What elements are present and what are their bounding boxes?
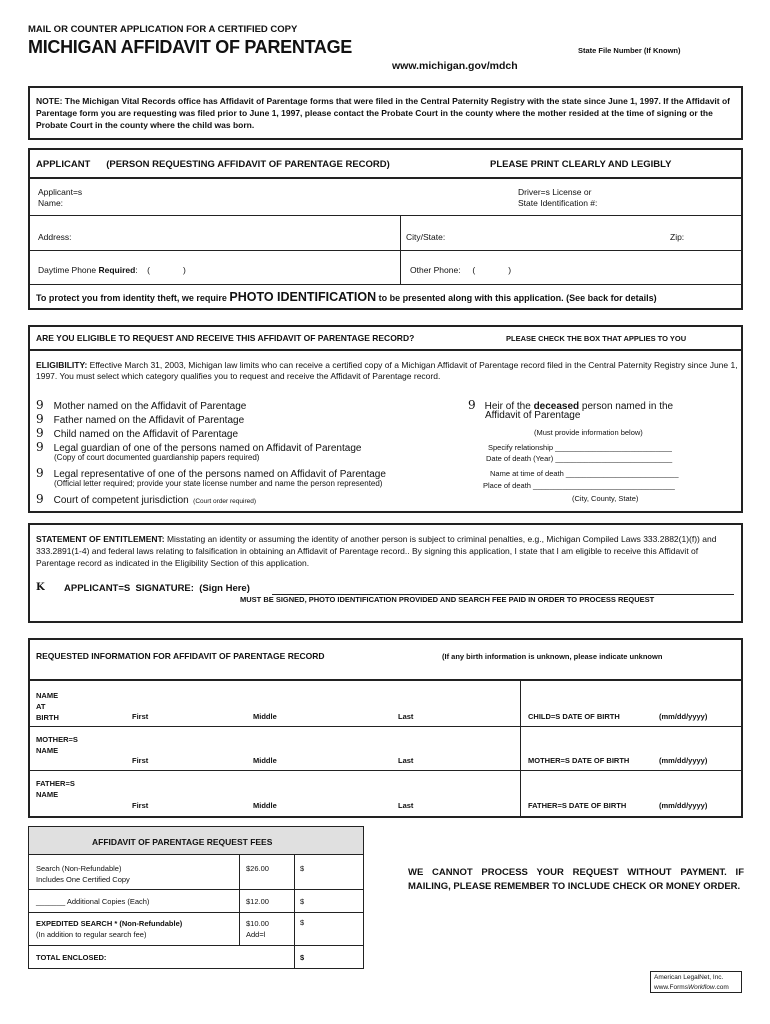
label-line: NAME [36, 691, 59, 700]
first-label: First [132, 712, 149, 721]
fee-line: (In addition to regular search fee) [36, 930, 147, 939]
eligibility-intro [36, 360, 738, 382]
dollar-sign: $ [300, 918, 305, 927]
search-amount-field[interactable] [310, 858, 358, 884]
child-dob-label: CHILD=S DATE OF BIRTH [528, 712, 620, 721]
signature-field[interactable] [272, 578, 734, 595]
address-field[interactable] [80, 222, 400, 244]
fees-row-divider [29, 889, 363, 890]
credit-url [654, 983, 738, 993]
child-name-field[interactable] [80, 684, 516, 710]
child-dob-field[interactable] [524, 684, 738, 710]
place-of-death-field[interactable]: Place of death __________________________________ [483, 481, 675, 490]
legal-rep-note: (Official letter required; provide your state license number and name the person represented) [54, 479, 383, 488]
requested-header-divider [30, 679, 741, 681]
first-label: First [132, 756, 149, 765]
address-label: Address: [38, 232, 72, 242]
daytime-phone-text: Daytime Phone [38, 265, 99, 275]
label-line: NAME [36, 790, 59, 799]
row-divider [30, 250, 741, 251]
check-box-instruction: PLEASE CHECK THE BOX THAT APPLIES TO YOU [506, 334, 687, 343]
expedited-amount-field[interactable] [310, 915, 358, 942]
license-number-field[interactable] [600, 186, 735, 208]
heir-pre: Heir of the [484, 401, 534, 412]
label-line: FATHER=S [36, 779, 75, 788]
price-line: Add=l [246, 930, 266, 939]
column-divider [400, 216, 401, 284]
option-label: Legal representative of one of the persons named on Affidavit of Parentage [53, 469, 386, 480]
fee-line: Includes One Certified Copy [36, 875, 130, 884]
dollar-sign: $ [300, 897, 305, 906]
applicant-name-label-1: Applicant=s [38, 187, 83, 197]
state-file-label: State File Number (If Known) [578, 46, 681, 55]
fees-title: AFFIDAVIT OF PARENTAGE REQUEST FEES [92, 837, 273, 847]
total-amount-field[interactable] [310, 948, 358, 966]
total-label: TOTAL ENCLOSED: [36, 953, 107, 962]
fees-col-divider [294, 854, 295, 968]
url-part: www.Forms [654, 984, 688, 991]
name-at-death-field[interactable]: Name at time of death ___________________________ [490, 469, 679, 478]
fee-line: EXPEDITED SEARCH * (Non-Refundable) [36, 919, 183, 928]
license-label-1: Driver=s License or [518, 187, 592, 197]
photo-id-emphasis: PHOTO IDENTIFICATION [229, 290, 377, 304]
label-line: NAME [36, 746, 59, 755]
credit-line: American LegalNet, Inc. [654, 974, 724, 981]
middle-label: Middle [253, 712, 277, 721]
last-label: Last [398, 756, 414, 765]
relationship-field[interactable]: Specify relationship ____________________________ [488, 443, 672, 452]
applicant-header-divider [30, 177, 741, 179]
search-fee-label [36, 863, 130, 885]
unknown-note: (If any birth information is unknown, please indicate unknown [442, 652, 663, 661]
license-label-2: State Identification #: [518, 198, 598, 208]
father-name-field[interactable] [80, 774, 516, 799]
row-divider [30, 284, 741, 285]
checkbox-icon[interactable]: 9 [36, 426, 44, 440]
checkbox-icon[interactable]: 9 [36, 440, 44, 454]
row-divider [30, 215, 741, 216]
eligibility-text: Effective March 31, 2003, Michigan law limits who can receive a certified copy of a Michigan Affidavit of Parentage record filed in the Central Paternity Registry since June 1, 1997. You must select which category qualifies you to request and receive the Affidavit of Parentage record. [36, 360, 738, 381]
mother-name-field[interactable] [80, 730, 516, 754]
price-line: $10.00 [246, 919, 269, 928]
option-label: Legal guardian of one of the persons named on Affidavit of Parentage [53, 443, 362, 454]
option-court[interactable] [36, 490, 256, 508]
fees-row-divider [29, 945, 363, 946]
mother-name-label [36, 734, 78, 756]
daytime-phone-field[interactable] [150, 256, 395, 278]
payment-notice: WE CANNOT PROCESS YOUR REQUEST WITHOUT PAYMENT. IF MAILING, PLEASE REMEMBER TO INCLUDE CHECK OR MONEY ORDER. [408, 867, 744, 892]
zip-label: Zip: [670, 232, 685, 242]
mother-dob-label: MOTHER=S DATE OF BIRTH [528, 756, 630, 765]
last-label: Last [398, 712, 414, 721]
form-subtitle: MAIL OR COUNTER APPLICATION FOR A CERTIFIED COPY [28, 24, 298, 35]
court-note: (Court order required) [193, 498, 257, 505]
heir-deceased: deceased [533, 401, 580, 412]
dob-column-divider [520, 681, 521, 816]
phone-parens: : ( ) [135, 265, 186, 275]
expedited-price [246, 918, 269, 940]
date-format: (mm/dd/yyyy) [659, 756, 708, 765]
eligibility-header: ARE YOU ELIGIBLE TO REQUEST AND RECEIVE THIS AFFIDAVIT OF PARENTAGE RECORD? [36, 333, 415, 343]
name-at-birth-label [36, 690, 59, 723]
heir-note: (Must provide information below) [534, 428, 643, 437]
note-text: NOTE: The Michigan Vital Records office has Affidavit of Parentage forms that were filed in the Central Paternity Registry with the state since June 1, 1997. If the Affidavit of Parentage form you are requesting was filed prior to June 1, 1997, please contact the Probate Court in the county where the mother resided at the time of signing or the Probate Court in the county where the child was born. [36, 96, 730, 130]
city-state-field[interactable] [450, 222, 665, 244]
url-part: Workflow [687, 984, 715, 991]
other-phone-label: Other Phone: ( ) [410, 265, 512, 275]
eligibility-label: ELIGIBILITY: [36, 360, 88, 370]
checkbox-icon[interactable]: 9 [468, 398, 476, 412]
date-format: (mm/dd/yyyy) [659, 712, 708, 721]
eligibility-header-divider [30, 349, 741, 351]
photo-id-notice [36, 290, 657, 304]
required-text: Required [98, 265, 136, 275]
copies-amount-field[interactable] [310, 892, 358, 910]
photo-id-post: to be presented along with this application. (See back for details) [376, 293, 657, 303]
applicant-name-label-2: Name: [38, 198, 64, 208]
form-title: MICHIGAN AFFIDAVIT OF PARENTAGE [28, 37, 353, 57]
url-part: .com [714, 984, 729, 991]
fees-row-divider [29, 912, 363, 913]
search-price: $26.00 [246, 864, 269, 873]
label-line: AT [36, 702, 46, 711]
option-label: Child named on the Affidavit of Parentage [53, 429, 239, 440]
city-state-label: City/State: [406, 232, 446, 242]
label-line: MOTHER=S [36, 735, 78, 744]
dollar-sign: $ [300, 953, 305, 962]
option-label: Father named on the Affidavit of Parentage [53, 415, 245, 426]
requested-header: REQUESTED INFORMATION FOR AFFIDAVIT OF PARENTAGE RECORD [36, 651, 325, 661]
checkbox-icon[interactable]: 9 [36, 398, 44, 412]
first-label: First [132, 801, 149, 810]
option-label: Mother named on the Affidavit of Parentage [53, 401, 247, 412]
applicant-header: APPLICANT (PERSON REQUESTING AFFIDAVIT OF PARENTAGE RECORD) [36, 159, 390, 170]
statement-body: Misstating an identity or assuming the identity of another person is subject to criminal penalties, e.g., Michigan Compiled Laws 333.2882(1)(f)) and 333.2891(1-4) and federal laws relating to falsification in obtaining an Affidavit of Parentage record.. By signing this application, I state that I am eligible to receive this Affidavit of Parentage record as indicated in the Eligibility Section of this application. [36, 534, 717, 568]
additional-copies-label[interactable]: _______ Additional Copies (Each) [36, 897, 150, 906]
expedited-label [36, 918, 182, 940]
fee-line: Search (Non-Refundable) [36, 864, 122, 873]
checkbox-icon[interactable]: 9 [36, 492, 44, 506]
other-phone-field[interactable] [470, 256, 738, 278]
statement-label: STATEMENT OF ENTITLEMENT: [36, 534, 165, 544]
zip-field[interactable] [688, 222, 738, 244]
guardian-note: (Copy of court documented guardianship papers required) [54, 453, 260, 462]
row-divider [30, 770, 741, 771]
dollar-sign: $ [300, 864, 305, 873]
heir-line2: Affidavit of Parentage [485, 410, 581, 421]
father-dob-label: FATHER=S DATE OF BIRTH [528, 801, 627, 810]
checkbox-icon[interactable]: 9 [36, 412, 44, 426]
row-divider [30, 726, 741, 727]
signature-label: APPLICANT=S SIGNATURE: (Sign Here) [64, 583, 250, 594]
date-of-death-field[interactable]: Date of death (Year) ____________________________ [486, 454, 673, 463]
sign-here-icon: K [36, 582, 45, 593]
website: www.michigan.gov/mdch [392, 60, 518, 72]
checkbox-icon[interactable]: 9 [36, 466, 44, 480]
father-name-label [36, 778, 75, 800]
place-hint: (City, County, State) [572, 494, 639, 503]
applicant-name-field[interactable] [80, 186, 500, 208]
print-clearly: PLEASE PRINT CLEARLY AND LEGIBLY [490, 159, 672, 170]
middle-label: Middle [253, 801, 277, 810]
heir-post: person named in the [579, 401, 674, 412]
date-format: (mm/dd/yyyy) [659, 801, 708, 810]
must-be-signed: MUST BE SIGNED, PHOTO IDENTIFICATION PROVIDED AND SEARCH FEE PAID IN ORDER TO PROCESS REQUEST [240, 595, 655, 604]
statement-text [36, 533, 738, 569]
photo-id-pre: To protect you from identity theft, we require [36, 293, 230, 303]
footer-credit [650, 971, 742, 993]
copies-price: $12.00 [246, 897, 269, 906]
last-label: Last [398, 801, 414, 810]
father-dob-field[interactable] [524, 774, 738, 799]
mother-dob-field[interactable] [524, 730, 738, 754]
label-line: BIRTH [36, 713, 59, 722]
middle-label: Middle [253, 756, 277, 765]
fees-col-divider [239, 854, 240, 945]
option-label: Court of competent jurisdiction [53, 495, 189, 506]
